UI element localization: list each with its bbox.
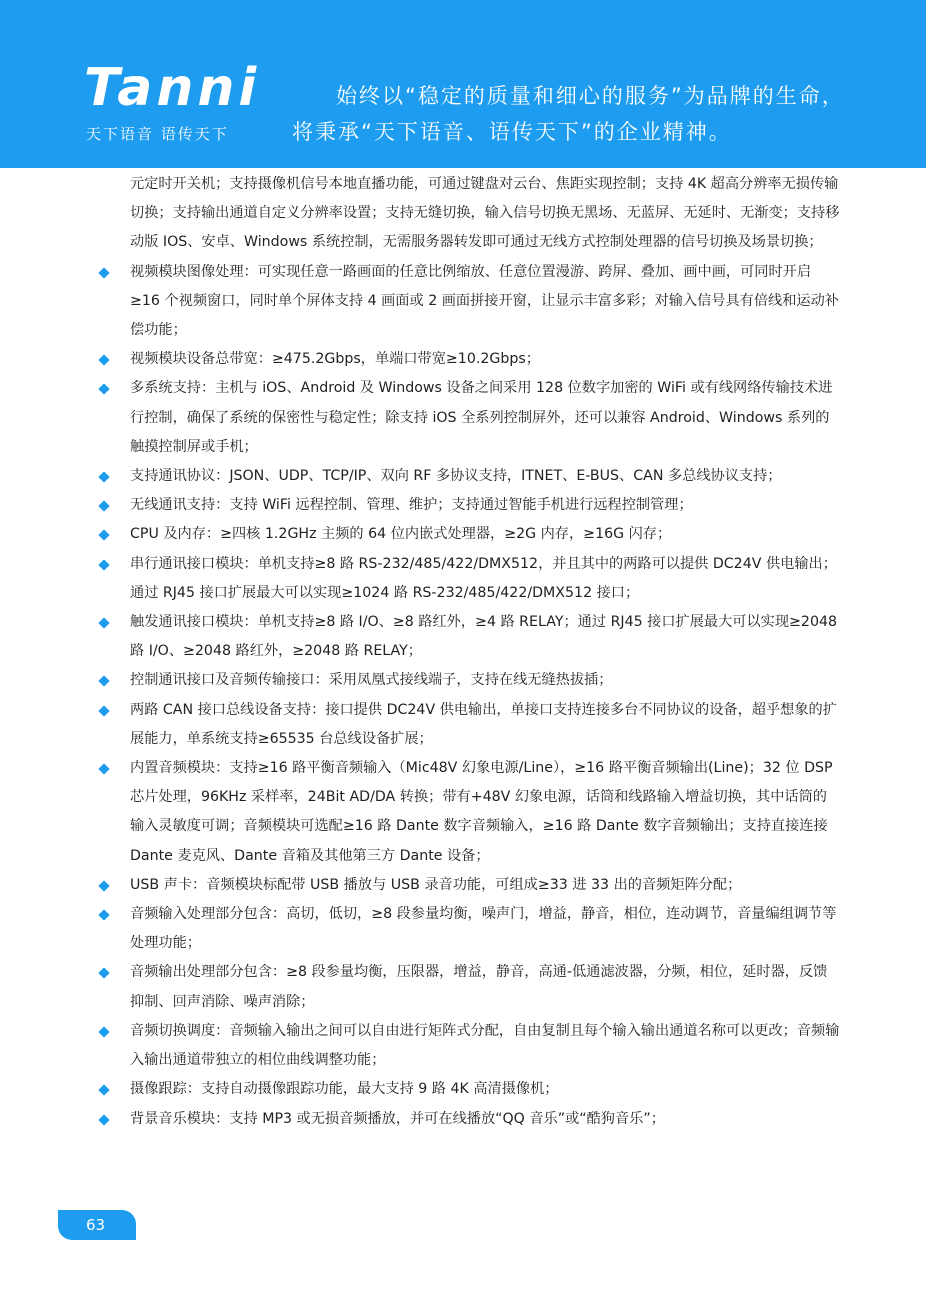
slogan-line-2: 将秉承“天下语音、语传天下”的企业精神。 bbox=[292, 120, 732, 144]
page-number: 63 bbox=[86, 1216, 106, 1234]
diamond-bullet-icon bbox=[98, 267, 109, 278]
spec-text: 音频输出处理部分包含：≥8 段参量均衡，压限器，增益，静音，高通-低通滤波器，分频，相位，延时器，反馈抑制、回声消除、噪声消除； bbox=[130, 964, 828, 1010]
diamond-bullet-icon bbox=[98, 1026, 109, 1037]
spec-bullet-item bbox=[100, 258, 840, 346]
page-number-tab bbox=[58, 1210, 136, 1240]
header-banner bbox=[0, 0, 926, 168]
spec-text: 音频输入处理部分包含：高切，低切，≥8 段参量均衡，噪声门，增益，静音，相位，连动调节，音量编组调节等处理功能； bbox=[130, 906, 837, 952]
spec-bullet-item bbox=[100, 462, 840, 491]
slogan-line-1: 始终以“稳定的质量和细心的服务”为品牌的生命， bbox=[336, 84, 845, 108]
spec-text: CPU 及内存：≥四核 1.2GHz 主频的 64 位内嵌式处理器，≥2G 内存，≥16G 闪存； bbox=[130, 526, 672, 543]
spec-text: USB 声卡：音频模块标配带 USB 播放与 USB 录音功能，可组成≥33 进 33 出的音频矩阵分配； bbox=[130, 876, 742, 893]
spec-text: 元定时开关机；支持摄像机信号本地直播功能，可通过键盘对云台、焦距实现控制；支持 4K 超高分辨率无损传输切换；支持输出通道自定义分辨率设置；支持无缝切换，输入信号切换无黑场、无蓝屏、无延时、无渐变；支持移动版 IOS、安卓、Windows 系统控制，无需服务器转发即可通过无线方式控制处理器的信号切换及场景切换； bbox=[130, 176, 840, 251]
spec-bullet-item bbox=[100, 666, 840, 695]
diamond-bullet-icon bbox=[98, 617, 109, 628]
spec-bullet-item bbox=[100, 608, 840, 666]
spec-bullet-item bbox=[100, 520, 840, 549]
diamond-bullet-icon bbox=[98, 1085, 109, 1096]
spec-bullet-item bbox=[100, 374, 840, 462]
spec-text: 两路 CAN 接口总线设备支持：接口提供 DC24V 供电输出，单接口支持连接多台不同协议的设备，超乎想象的扩展能力，单系统支持≥65535 台总线设备扩展； bbox=[130, 701, 837, 747]
spec-bullet-item bbox=[100, 345, 840, 374]
spec-bullet-item bbox=[100, 491, 840, 520]
spec-text: 背景音乐模块：支持 MP3 或无损音频播放，并可在线播放“QQ 音乐”或“酷狗音乐”； bbox=[130, 1110, 665, 1127]
spec-bullet-item bbox=[100, 871, 840, 900]
spec-text: 串行通讯接口模块：单机支持≥8 路 RS-232/485/422/DMX512，并且其中的两路可以提供 DC24V 供电输出；通过 RJ45 接口扩展最大可以实现≥1024 路 RS-232/485/422/DMX512 接口； bbox=[130, 555, 837, 601]
spec-bullet-item bbox=[100, 1017, 840, 1075]
spec-text: 控制通讯接口及音频传输接口：采用凤凰式接线端子，支持在线无缝热拔插； bbox=[130, 672, 613, 689]
diamond-bullet-icon bbox=[98, 705, 109, 716]
spec-text: 无线通讯支持：支持 WiFi 远程控制、管理、维护；支持通过智能手机进行远程控制管理； bbox=[130, 497, 693, 514]
spec-text: 多系统支持：主机与 iOS、Android 及 Windows 设备之间采用 128 位数字加密的 WiFi 或有线网络传输技术进行控制，确保了系统的保密性与稳定性；除支持 iOS 全系列控制屏外，还可以兼容 Android、Windows 系列的触摸控制屏或手机； bbox=[130, 380, 833, 455]
diamond-bullet-icon bbox=[98, 501, 109, 512]
spec-list bbox=[100, 170, 840, 1134]
spec-text: 支持通讯协议：JSON、UDP、TCP/IP、双向 RF 多协议支持，ITNET、E-BUS、CAN 多总线协议支持； bbox=[130, 468, 782, 485]
diamond-bullet-icon bbox=[98, 530, 109, 541]
spec-text: 内置音频模块：支持≥16 路平衡音频输入（Mic48V 幻象电源/Line），≥16 路平衡音频输出(Line)；32 位 DSP 芯片处理，96KHz 采样率，24Bit AD/DA 转换；带有+48V 幻象电源，话筒和线路输入增益切换，其中话筒的输入灵敏度可调；音频模块可选配≥16 路 Dante 数字音频输入，≥16 路 Dante 数字音频输出；支持直接连接 Dante 麦克风、Dante 音箱及其他第三方 Dante 设备； bbox=[130, 760, 833, 864]
diamond-bullet-icon bbox=[98, 559, 109, 570]
spec-text: 视频模块图像处理：可实现任意一路画面的任意比例缩放、任意位置漫游、跨屏、叠加、画中画，可同时开启≥16 个视频窗口，同时单个屏体支持 4 画面或 2 画面拼接开窗，让显示丰富多彩；对输入信号具有倍线和运动补偿功能； bbox=[130, 263, 839, 339]
diamond-bullet-icon bbox=[98, 968, 109, 979]
spec-text: 摄像跟踪：支持自动摄像跟踪功能，最大支持 9 路 4K 高清摄像机； bbox=[130, 1081, 559, 1098]
brand-logo: Tanni bbox=[84, 58, 261, 118]
spec-text: 音频切换调度：音频输入输出之间可以自由进行矩阵式分配，自由复制且每个输入输出通道名称可以更改；音频输入输出通道带独立的相位曲线调整功能； bbox=[130, 1022, 840, 1069]
spec-bullet-item bbox=[100, 1075, 840, 1104]
brand-tagline: 天下语音 语传天下 bbox=[86, 125, 229, 143]
spec-text: 视频模块设备总带宽：≥475.2Gbps，单端口带宽≥10.2Gbps； bbox=[130, 351, 540, 368]
spec-bullet-item bbox=[100, 550, 840, 608]
diamond-bullet-icon bbox=[98, 909, 109, 920]
diamond-bullet-icon bbox=[98, 471, 109, 482]
diamond-bullet-icon bbox=[98, 763, 109, 774]
spec-continuation-text bbox=[100, 170, 840, 258]
spec-bullet-item bbox=[100, 900, 840, 958]
spec-bullet-item bbox=[100, 958, 840, 1016]
spec-bullet-item bbox=[100, 696, 840, 754]
diamond-bullet-icon bbox=[98, 384, 109, 395]
diamond-bullet-icon bbox=[98, 880, 109, 891]
diamond-bullet-icon bbox=[98, 1114, 109, 1125]
diamond-bullet-icon bbox=[98, 676, 109, 687]
spec-bullet-item bbox=[100, 754, 840, 871]
spec-bullet-item bbox=[100, 1105, 840, 1134]
diamond-bullet-icon bbox=[98, 355, 109, 366]
spec-text: 触发通讯接口模块：单机支持≥8 路 I/O、≥8 路红外，≥4 路 RELAY；通过 RJ45 接口扩展最大可以实现≥2048 路 I/O、≥2048 路红外，≥2048 路 RELAY； bbox=[130, 614, 838, 660]
